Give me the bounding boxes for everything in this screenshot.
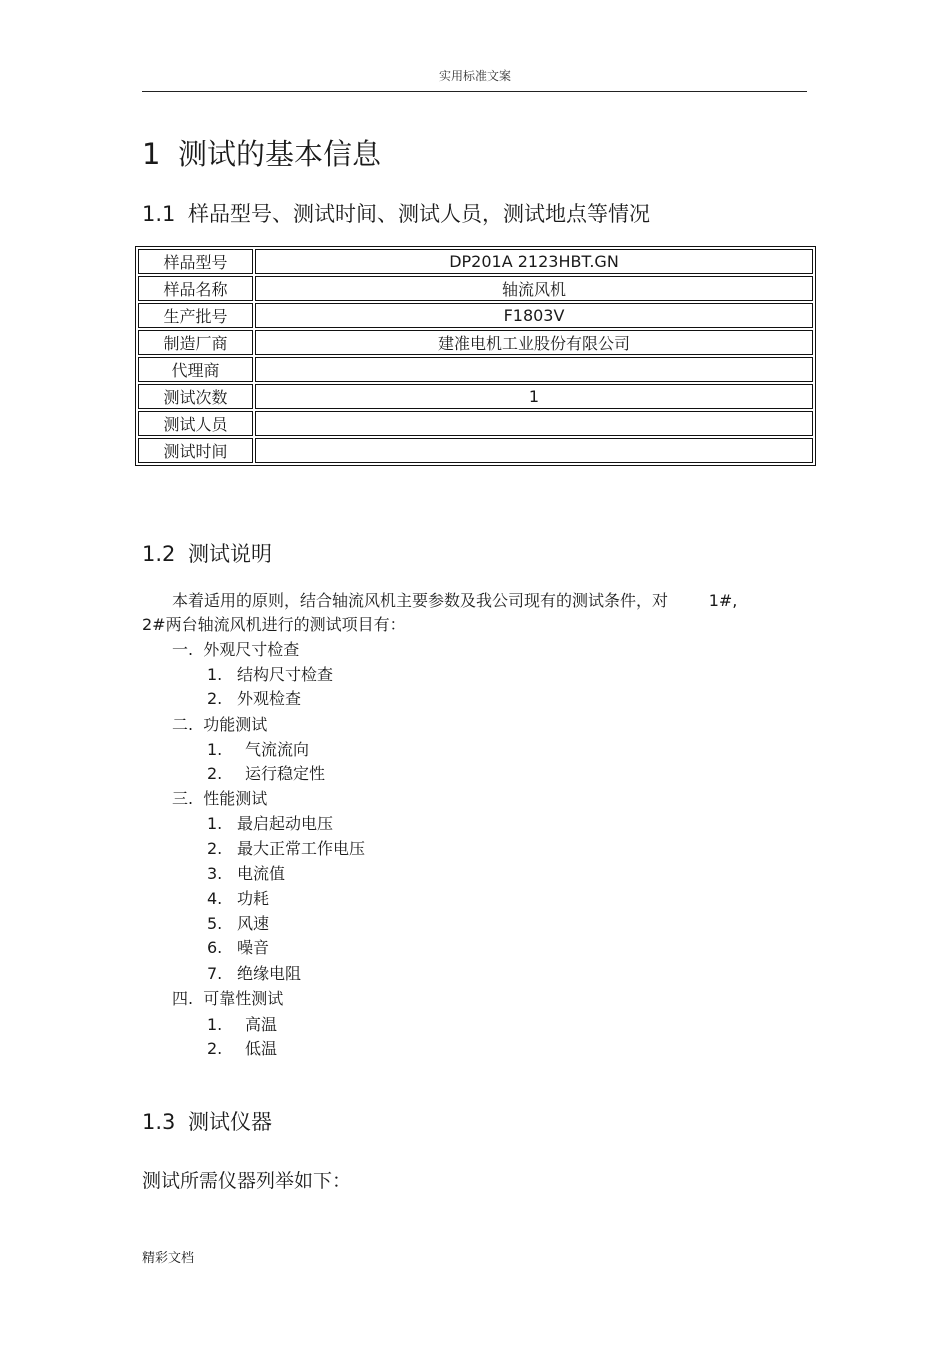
section-number: 1.3 (142, 1110, 176, 1134)
row-value (255, 357, 813, 382)
list-item (207, 935, 269, 958)
instrument-intro: 测试所需仪器列举如下： (142, 1170, 352, 1192)
row-value (255, 438, 813, 463)
table-row (138, 357, 813, 382)
item-number: 3. (207, 864, 223, 883)
list-item (207, 961, 301, 984)
item-number: 6. (207, 938, 223, 957)
header-rule (142, 91, 807, 92)
item-text: 风速 (237, 914, 270, 933)
section-1-heading (142, 132, 381, 173)
section-1-3-heading (142, 1106, 272, 1136)
item-number: 2. (207, 689, 223, 708)
list-item (207, 836, 365, 859)
item-number: 1. (207, 1015, 223, 1034)
table-row (138, 249, 813, 274)
item-number: 2. (207, 764, 223, 783)
item-number: 1. (207, 814, 223, 833)
item-text: 外观检查 (237, 689, 302, 708)
table-row (138, 330, 813, 355)
page-footer-text: 精彩文档 (142, 1251, 195, 1266)
item-text: 运行稳定性 (245, 764, 326, 783)
item-text: 最大正常工作电压 (237, 839, 366, 858)
row-value: F1803V (255, 303, 813, 328)
section-number: 1.2 (142, 542, 176, 566)
description-line-2: 2#两台轴流风机进行的测试项目有： (142, 615, 406, 634)
item-number: 7. (207, 964, 223, 983)
list-item (207, 686, 301, 709)
section-title: 测试仪器 (188, 1110, 272, 1134)
row-value: 建准电机工业股份有限公司 (255, 330, 813, 355)
section-title: 测试的基本信息 (178, 137, 382, 171)
test-group-label: 一. 外观尺寸检查 (172, 640, 300, 659)
section-title: 样品型号、测试时间、测试人员，测试地点等情况 (188, 202, 650, 226)
row-value (255, 411, 813, 436)
item-number: 5. (207, 914, 223, 933)
row-label: 样品名称 (138, 276, 253, 301)
list-item (207, 662, 333, 685)
item-text: 电流值 (237, 864, 286, 883)
row-label: 样品型号 (138, 249, 253, 274)
table-row (138, 276, 813, 301)
list-item (207, 811, 333, 834)
test-group-label: 四. 可靠性测试 (172, 989, 284, 1008)
list-item (207, 911, 269, 934)
description-line-1: 本着适用的原则，结合轴流风机主要参数及我公司现有的测试条件，对 1#, (172, 591, 738, 610)
section-number: 1 (142, 137, 161, 171)
page-header-text: 实用标准文案 (438, 69, 511, 83)
test-group-label: 二. 功能测试 (172, 715, 268, 734)
row-label: 测试人员 (138, 411, 253, 436)
row-value: DP201A 2123HBT.GN (255, 249, 813, 274)
row-label: 制造厂商 (138, 330, 253, 355)
item-text: 低温 (245, 1039, 278, 1058)
table-row (138, 411, 813, 436)
row-label: 测试次数 (138, 384, 253, 409)
item-number: 1. (207, 665, 223, 684)
item-text: 结构尺寸检查 (237, 665, 334, 684)
list-item (207, 761, 325, 784)
list-item (207, 1036, 277, 1059)
table-row (138, 384, 813, 409)
list-item (207, 886, 269, 909)
item-text: 绝缘电阻 (237, 964, 302, 983)
list-item (207, 861, 285, 884)
test-group-label: 三. 性能测试 (172, 789, 268, 808)
row-label: 代理商 (138, 357, 253, 382)
item-number: 4. (207, 889, 223, 908)
item-number: 1. (207, 740, 223, 759)
sample-info-table (135, 246, 816, 466)
row-label: 测试时间 (138, 438, 253, 463)
item-text: 最启起动电压 (237, 814, 334, 833)
section-1-1-heading (142, 198, 650, 228)
section-1-2-heading (142, 538, 272, 568)
section-number: 1.1 (142, 202, 176, 226)
item-text: 噪音 (237, 938, 270, 957)
row-value: 1 (255, 384, 813, 409)
item-text: 气流流向 (245, 740, 310, 759)
section-title: 测试说明 (188, 542, 272, 566)
table-row (138, 303, 813, 328)
item-number: 2. (207, 839, 223, 858)
list-item (207, 737, 309, 760)
item-text: 功耗 (237, 889, 270, 908)
item-number: 2. (207, 1039, 223, 1058)
table-row (138, 438, 813, 463)
item-text: 高温 (245, 1015, 278, 1034)
list-item (207, 1012, 277, 1035)
row-label: 生产批号 (138, 303, 253, 328)
row-value: 轴流风机 (255, 276, 813, 301)
